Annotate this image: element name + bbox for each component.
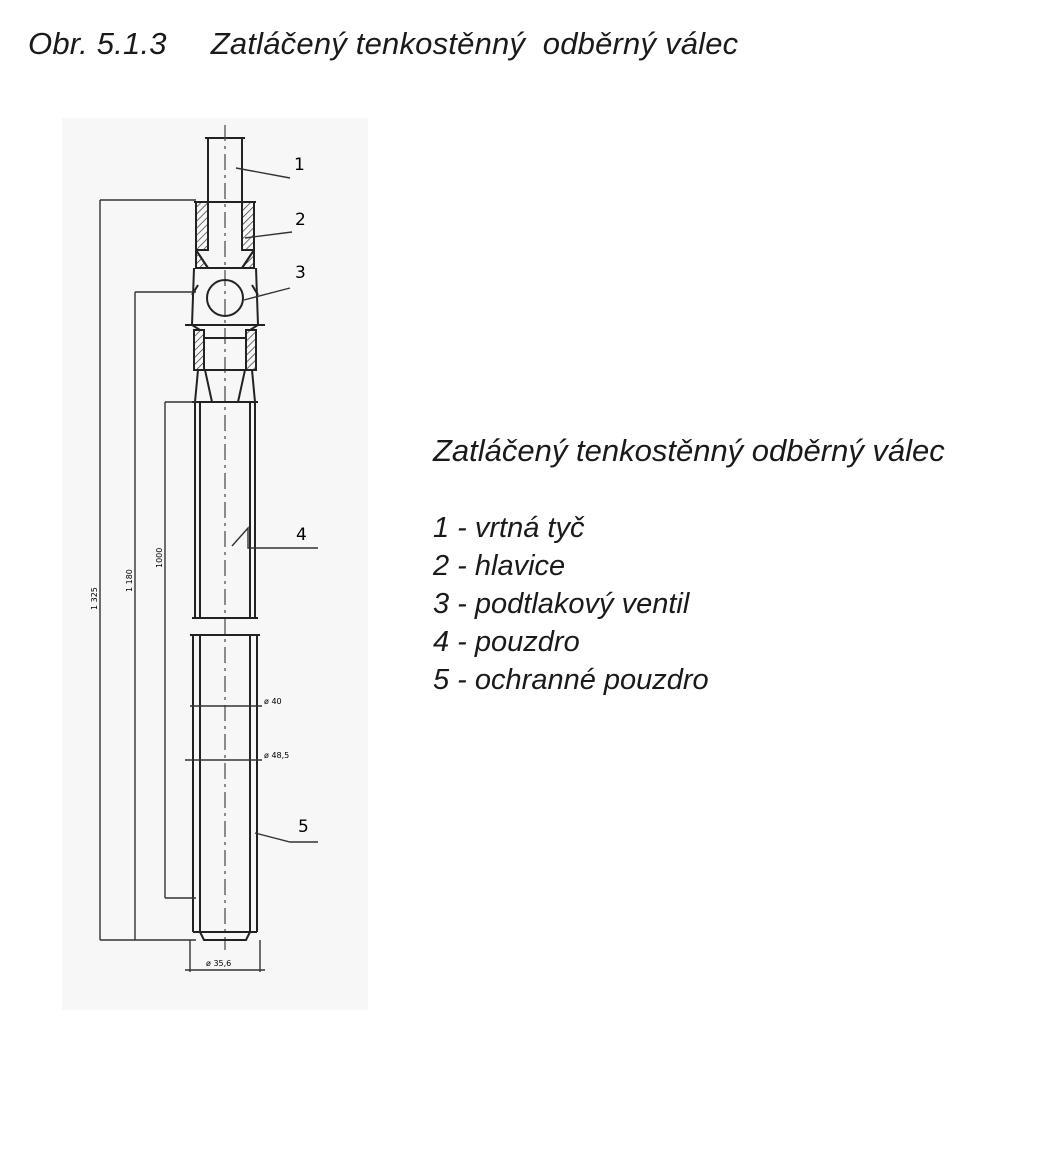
dimension-diameter-inner: ø 40 — [264, 697, 282, 706]
legend-list — [433, 509, 945, 699]
part-label-3: 3 — [295, 263, 306, 283]
dimension-length-2: 1 180 — [125, 569, 134, 592]
dimension-diameter-outer: ø 48,5 — [264, 751, 290, 760]
part-label-2: 2 — [295, 210, 306, 230]
legend-item-drill-rod: 1 - vrtná tyč — [433, 512, 585, 544]
part-label-4: 4 — [296, 525, 307, 545]
figure-caption: Obr. 5.1.3 Zatláčený tenkostěnný odběrný válec — [28, 26, 739, 61]
legend — [433, 433, 945, 699]
dimension-overall-length: 1 325 — [90, 587, 99, 610]
part-label-5: 5 — [298, 817, 309, 837]
legend-item-protective-casing: 5 - ochranné pouzdro — [433, 664, 709, 696]
legend-item-tube: 4 - pouzdro — [433, 626, 580, 658]
legend-item-head: 2 - hlavice — [433, 550, 566, 582]
dimension-length-3: 1000 — [155, 547, 164, 568]
legend-title: Zatláčený tenkostěnný odběrný válec — [433, 433, 945, 468]
part-label-1: 1 — [294, 155, 305, 175]
legend-item-vacuum-valve: 3 - podtlakový ventil — [433, 588, 690, 620]
dimension-diameter-bottom: ø 35,6 — [206, 959, 232, 968]
